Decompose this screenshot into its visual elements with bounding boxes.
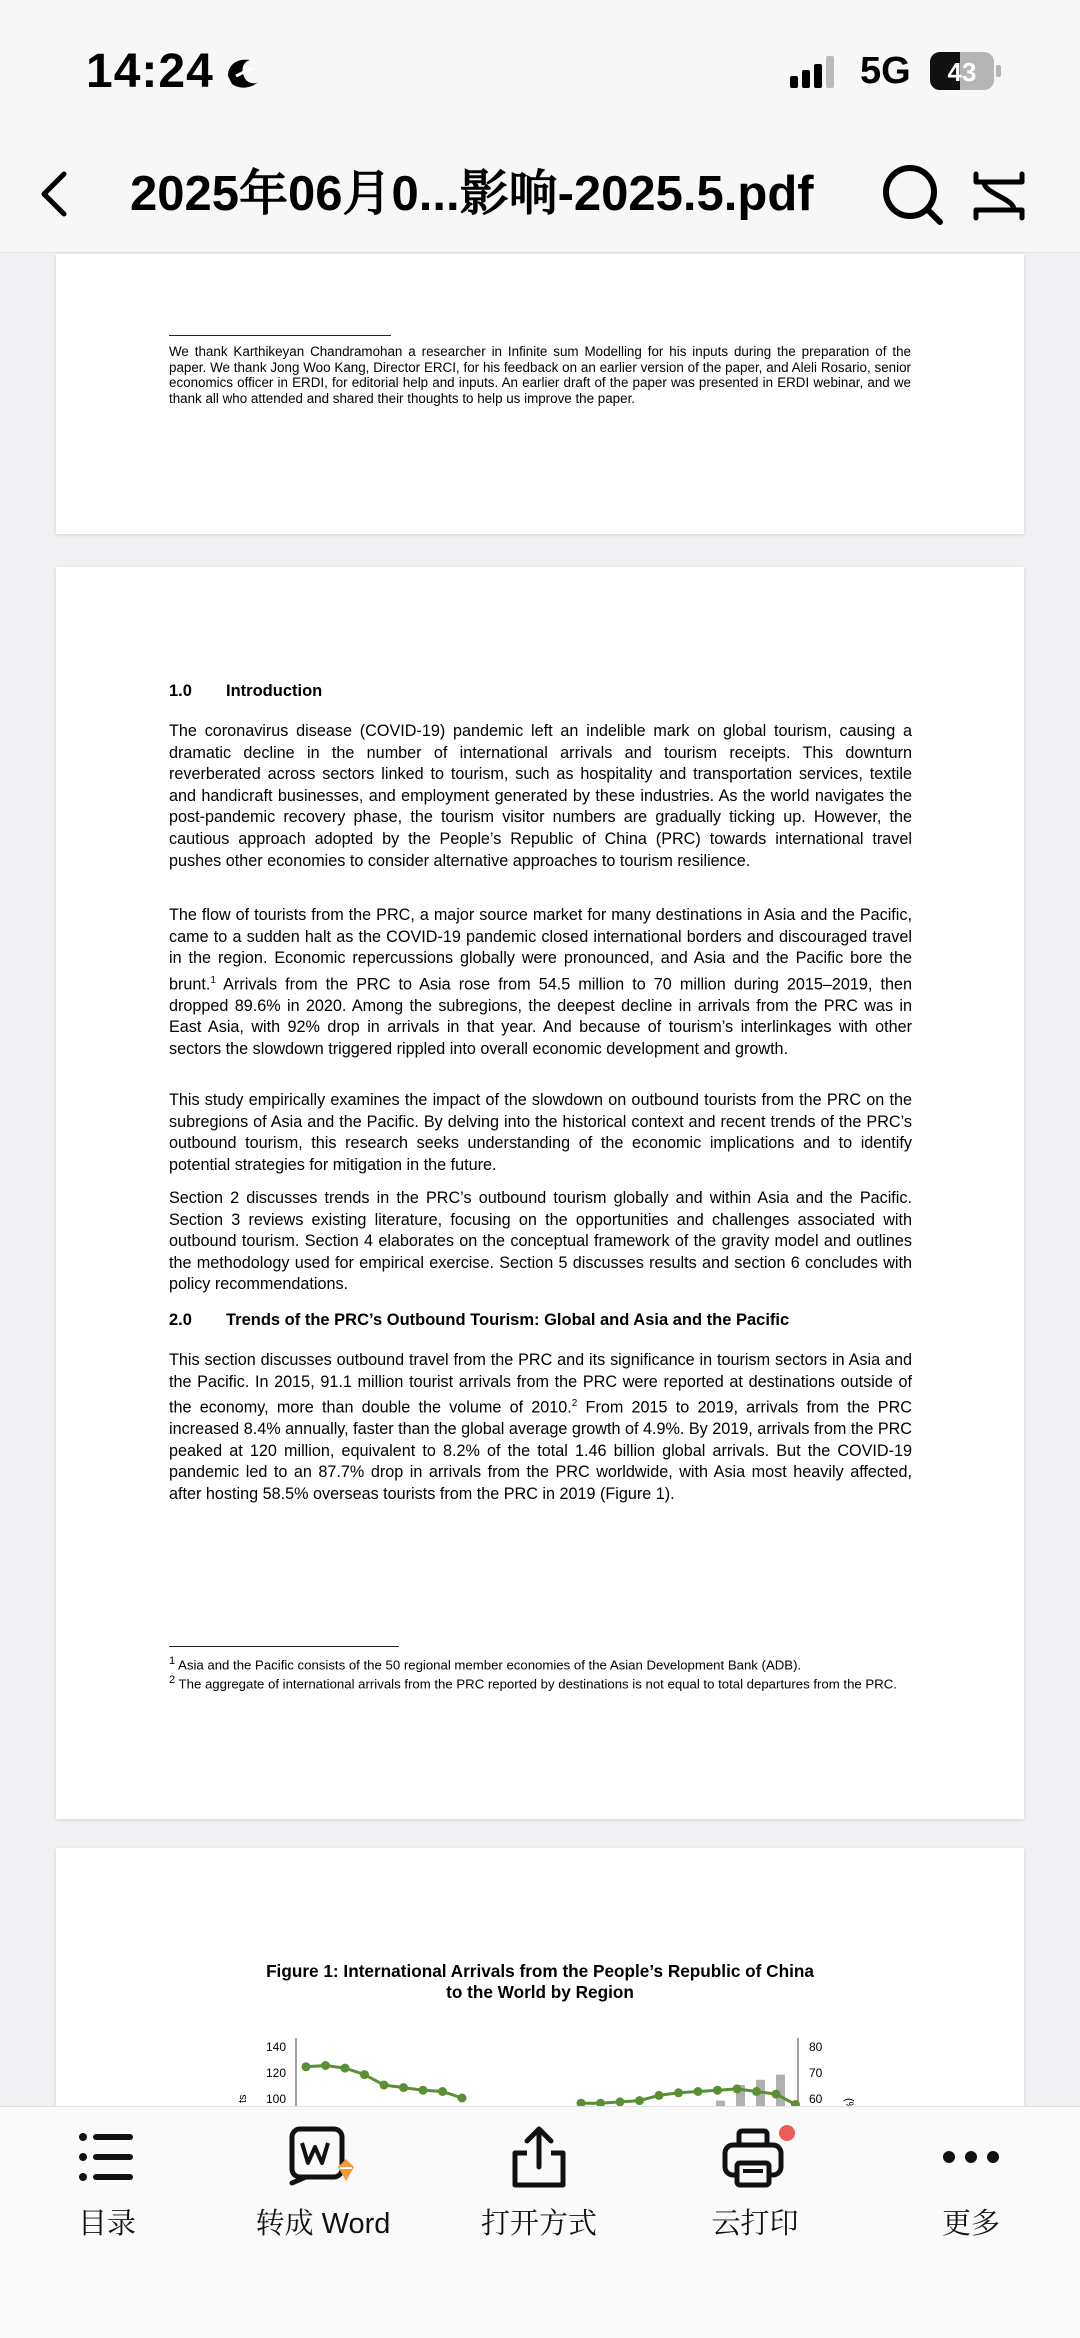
series-1-point [321, 2061, 330, 2070]
convert-to-word-label: 转成 Word [255, 2208, 391, 2240]
cloud-print-button[interactable] [655, 2107, 855, 2338]
cloud-print-label: 云打印 [711, 2208, 799, 2240]
nav-bar [0, 140, 1080, 253]
battery-icon [930, 52, 1002, 90]
footnote-rule [169, 335, 391, 336]
y-tick-label-right: 80 [809, 2040, 823, 2054]
paragraph-2-text-b: Arrivals from the PRC to Asia rose from 54.5 million to 70 million during 2015–2019, then dropped 89.6% in 2020. Among the subregions, the deepest decline in arrivals from the PRC was in East Asia, with 92% drop in arrivals in that year. And because of tourism’s interlinkages with other sectors the slowdown triggered rippled into overall economic development and growth. [169, 975, 912, 1058]
series-2-point [772, 2090, 781, 2099]
pdf-page-2 [56, 567, 1024, 1819]
paragraph-4: Section 2 discusses trends in the PRC’s outbound tourism globally and within Asia and the Pacific. Section 3 reviews existing literature, focusing on the opportunities and challenges associated with outbound tourism. Section 4 elaborates on the conceptual framework of the gravity model and outlines the methodology used for empirical exercise. Section 5 discusses results and section 6 concludes with policy recommendations. [169, 1189, 912, 1294]
paragraph-1: The coronavirus disease (COVID-19) pandemic left an indelible mark on global tourism, causing a dramatic decline in the number of international arrivals and tourism receipts. This downturn reverberated across sectors linked to tourism, such as hospitality and transportation services, textile and handicraft businesses, and employment generated by these industries. As the world navigates the post-pandemic recovery phase, the tourism visitor numbers are gradually ticking up. However, the cautious approach adopted by the People’s Republic of China (PRC) towards international travel pushes other economies to consider alternative approaches to tourism resilience. [169, 722, 912, 870]
document-title: 2025年06月0...影响-2025.5.pdf [130, 167, 814, 221]
paragraph-5-text-a: This section discusses outbound travel from the PRC and its significance in tourism sectors in Asia and the Pacific. In 2015, 91.1 million tourist arrivals from the PRC were reported at destinations outside of the economy, more than double the volume of 2010. [169, 1351, 912, 1417]
footnote-ref-2[interactable]: 2 [571, 1398, 578, 1410]
open-with-label: 打开方式 [480, 2208, 597, 2240]
series-2-point [635, 2096, 644, 2105]
series-2-point [733, 2084, 742, 2093]
footnote-mark: 2 [169, 1673, 176, 1686]
series-1-point [341, 2064, 350, 2073]
battery-level: 43 [947, 57, 977, 87]
open-with-button[interactable] [439, 2107, 639, 2338]
status-time: 14:24 [86, 45, 214, 98]
footnote-1 [169, 1654, 911, 1673]
series-2-point [713, 2086, 722, 2095]
series-1-point [458, 2094, 467, 2103]
section-number: 2.0 [169, 1311, 192, 1329]
series-2-point [752, 2087, 761, 2096]
printer-icon [715, 2125, 795, 2191]
series-1-point [380, 2081, 389, 2090]
section-heading-2 [169, 1311, 789, 1330]
notification-dot [779, 2125, 795, 2141]
y-tick-label-left: 140 [265, 2040, 286, 2054]
convert-to-word-button[interactable] [223, 2107, 423, 2338]
series-1-point [438, 2087, 447, 2096]
figure-title-line-2: to the World by Region [446, 1982, 634, 2002]
word-convert-icon [288, 2125, 358, 2191]
footnote-mark: 1 [169, 1655, 176, 1667]
footnote-text: Asia and the Pacific consists of the 50 regional member economies of the Asian Development Bank (ADB). [175, 1657, 802, 1673]
more-dots-icon [939, 2125, 1003, 2189]
focus-mode-icon [222, 54, 262, 90]
series-1-point [360, 2070, 369, 2079]
footnote-rule [169, 1646, 399, 1647]
share-icon [507, 2125, 571, 2191]
series-2-point [674, 2088, 683, 2097]
status-bar [0, 0, 1080, 140]
paragraph-2 [169, 905, 912, 1061]
footnote-text: The aggregate of international arrivals from the PRC reported by destinations is not equal to total departures from the PRC. [175, 1676, 897, 1692]
figure-title [56, 1961, 1024, 2003]
reading-mode-button[interactable] [968, 164, 1030, 228]
paragraph-5 [169, 1350, 912, 1506]
section-heading-1 [169, 682, 322, 701]
series-1-point [419, 2086, 428, 2095]
toc-button[interactable] [7, 2107, 207, 2338]
footnote-2 [169, 1673, 911, 1692]
paragraph-5-text-b: From 2015 to 2019, arrivals from the PRC increased 8.4% annually, faster than the global average growth of 4.9%. By 2019, arrivals from the PRC peaked at 120 million, equivalent to 8.2% of the total 1.46 billion global arrivals. But the COVID-19 pandemic led to an 87.7% drop in arrivals from the PRC worldwide, with Asia most heavily affected, after hosting 58.5% overseas tourists from the PRC in 2019 (Figure 1). [169, 1398, 912, 1503]
figure-title-line-1: Figure 1: International Arrivals from the People’s Republic of China [266, 1961, 814, 1981]
search-button[interactable] [878, 160, 948, 230]
acknowledgement-footnote: We thank Karthikeyan Chandramohan a researcher in Infinite sum Modelling for his inputs during the preparation of the paper. We thank Jong Woo Kang, Director ERCI, for his feedback on an earlier version of the paper, and Aleli Rosario, senior economics officer in ERDI, for editorial help and inputs. An earlier draft of the paper was presented in ERDI webinar, and we thank all who attended and shared their thoughts to help us improve the paper. [169, 344, 911, 406]
signal-icon [790, 56, 840, 90]
series-1-point [399, 2083, 408, 2092]
more-button[interactable] [871, 2107, 1071, 2338]
toc-label: 目录 [77, 2208, 136, 2240]
back-button[interactable] [28, 162, 84, 226]
y-tick-label-right: 70 [809, 2066, 823, 2080]
more-label: 更多 [941, 2208, 1000, 2240]
series-2-point [694, 2087, 703, 2096]
list-icon [75, 2125, 139, 2189]
paragraph-2-text-a: The flow of tourists from the PRC, a major source market for many destinations in Asia and the Pacific, came to a sudden halt as the COVID-19 pandemic closed international borders and discouraged travel in the region. Economic repercussions globally were pronounced, and Asia and the Pacific bore the brunt. [169, 906, 912, 994]
series-1-point [302, 2062, 311, 2071]
paragraph-3: This study empirically examines the impact of the slowdown on outbound tourists from the PRC on the subregions of Asia and the Pacific. By delving into the historical context and recent trends of the PRC’s outbound tourism, this research seeks understanding of the economic implications and to identify potential strategies for mitigation in the future. [169, 1091, 912, 1174]
y-tick-label-right: 60 [809, 2092, 823, 2106]
footnote-ref-1[interactable]: 1 [210, 974, 216, 986]
series-2-point [655, 2091, 664, 2100]
bottom-toolbar [0, 2106, 1080, 2338]
section-title: Trends of the PRC’s Outbound Tourism: Global and Asia and the Pacific [226, 1311, 790, 1329]
pdf-page-1 [56, 254, 1024, 534]
network-type: 5G [860, 50, 911, 92]
section-number: 1.0 [169, 682, 192, 700]
y-axis-label-left: ts [237, 2094, 249, 2103]
y-tick-label-left: 100 [265, 2092, 286, 2106]
section-title: Introduction [226, 682, 323, 700]
footnotes [169, 1654, 911, 1692]
y-tick-label-left: 120 [265, 2066, 286, 2080]
